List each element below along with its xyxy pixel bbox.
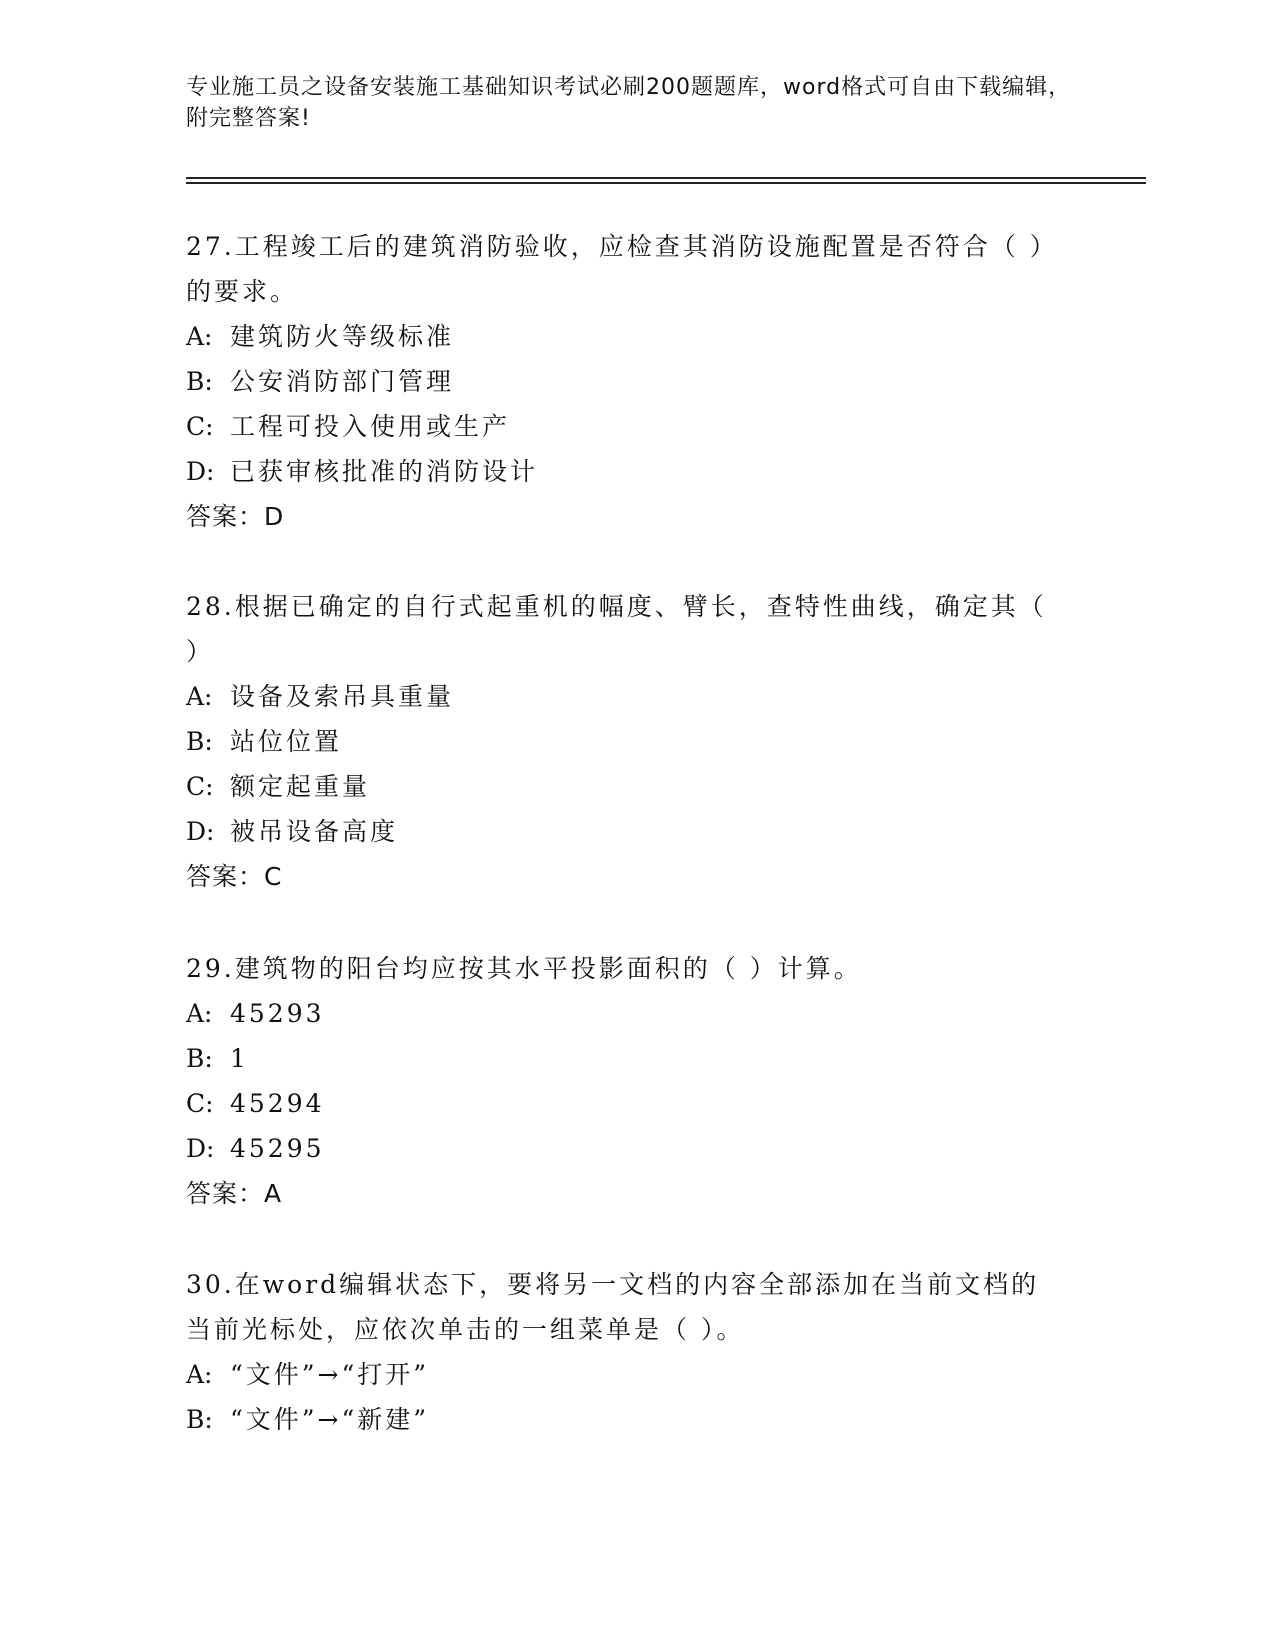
option-letter: C: bbox=[186, 1089, 214, 1118]
option-letter: D: bbox=[186, 1134, 215, 1163]
question-stem: 27.工程竣工后的建筑消防验收，应检查其消防设施配置是否符合（ ）的要求。 bbox=[186, 232, 1058, 306]
option-letter: B: bbox=[186, 1405, 213, 1434]
option-letter: B: bbox=[186, 727, 213, 756]
option-letter: A: bbox=[186, 682, 213, 711]
question-30 bbox=[186, 1262, 1086, 1442]
option-text: 1 bbox=[230, 1044, 249, 1073]
option-letter: A: bbox=[186, 322, 213, 351]
option-letter: D: bbox=[186, 457, 215, 486]
option-letter: C: bbox=[186, 772, 214, 801]
option-a bbox=[186, 991, 1086, 1036]
question-stem: 28.根据已确定的自行式起重机的幅度、臂长，查特性曲线，确定其（ ） bbox=[186, 592, 1058, 666]
option-b bbox=[186, 1036, 1086, 1081]
option-text: 设备及索吊具重量 bbox=[230, 682, 455, 711]
option-text: 45295 bbox=[230, 1134, 325, 1163]
option-text: 公安消防部门管理 bbox=[230, 367, 455, 396]
option-b bbox=[186, 359, 1086, 404]
answer-line: 答案：C bbox=[186, 862, 283, 891]
option-a bbox=[186, 674, 1086, 719]
answer-line: 答案：A bbox=[186, 1179, 283, 1208]
option-letter: B: bbox=[186, 367, 213, 396]
option-text: 45294 bbox=[230, 1089, 325, 1118]
question-stem: 30.在word编辑状态下，要将另一文档的内容全部添加在当前文档的当前光标处，应依次单击的一组菜单是（ ）。 bbox=[186, 1270, 1040, 1344]
option-d bbox=[186, 1126, 1086, 1171]
option-text: “文件”→“新建” bbox=[230, 1405, 430, 1434]
question-stem: 29.建筑物的阳台均应按其水平投影面积的（ ）计算。 bbox=[186, 954, 862, 983]
option-d bbox=[186, 809, 1086, 854]
question-27 bbox=[186, 224, 1086, 539]
option-a bbox=[186, 1352, 1086, 1397]
option-c bbox=[186, 1081, 1086, 1126]
option-d bbox=[186, 449, 1086, 494]
option-letter: A: bbox=[186, 1360, 213, 1389]
option-text: “文件”→“打开” bbox=[230, 1360, 430, 1389]
option-letter: B: bbox=[186, 1044, 213, 1073]
header-rule-bottom bbox=[186, 182, 1146, 184]
option-text: 45293 bbox=[230, 999, 325, 1028]
option-text: 工程可投入使用或生产 bbox=[230, 412, 511, 441]
header-rule-top bbox=[186, 177, 1146, 179]
option-text: 额定起重量 bbox=[230, 772, 371, 801]
option-letter: A: bbox=[186, 999, 213, 1028]
answer-line: 答案：D bbox=[186, 502, 285, 531]
document-header-title: 专业施工员之设备安装施工基础知识考试必刷200题题库，word格式可自由下载编辑，附完整答案! bbox=[186, 75, 1072, 131]
question-28 bbox=[186, 584, 1086, 899]
option-text: 已获审核批准的消防设计 bbox=[230, 457, 539, 486]
option-text: 建筑防火等级标准 bbox=[230, 322, 455, 351]
question-29 bbox=[186, 946, 1086, 1216]
option-text: 站位位置 bbox=[230, 727, 343, 756]
option-b bbox=[186, 719, 1086, 764]
option-c bbox=[186, 404, 1086, 449]
option-a bbox=[186, 314, 1086, 359]
option-text: 被吊设备高度 bbox=[230, 817, 399, 846]
option-c bbox=[186, 764, 1086, 809]
option-letter: C: bbox=[186, 412, 214, 441]
option-b bbox=[186, 1397, 1086, 1442]
option-letter: D: bbox=[186, 817, 215, 846]
